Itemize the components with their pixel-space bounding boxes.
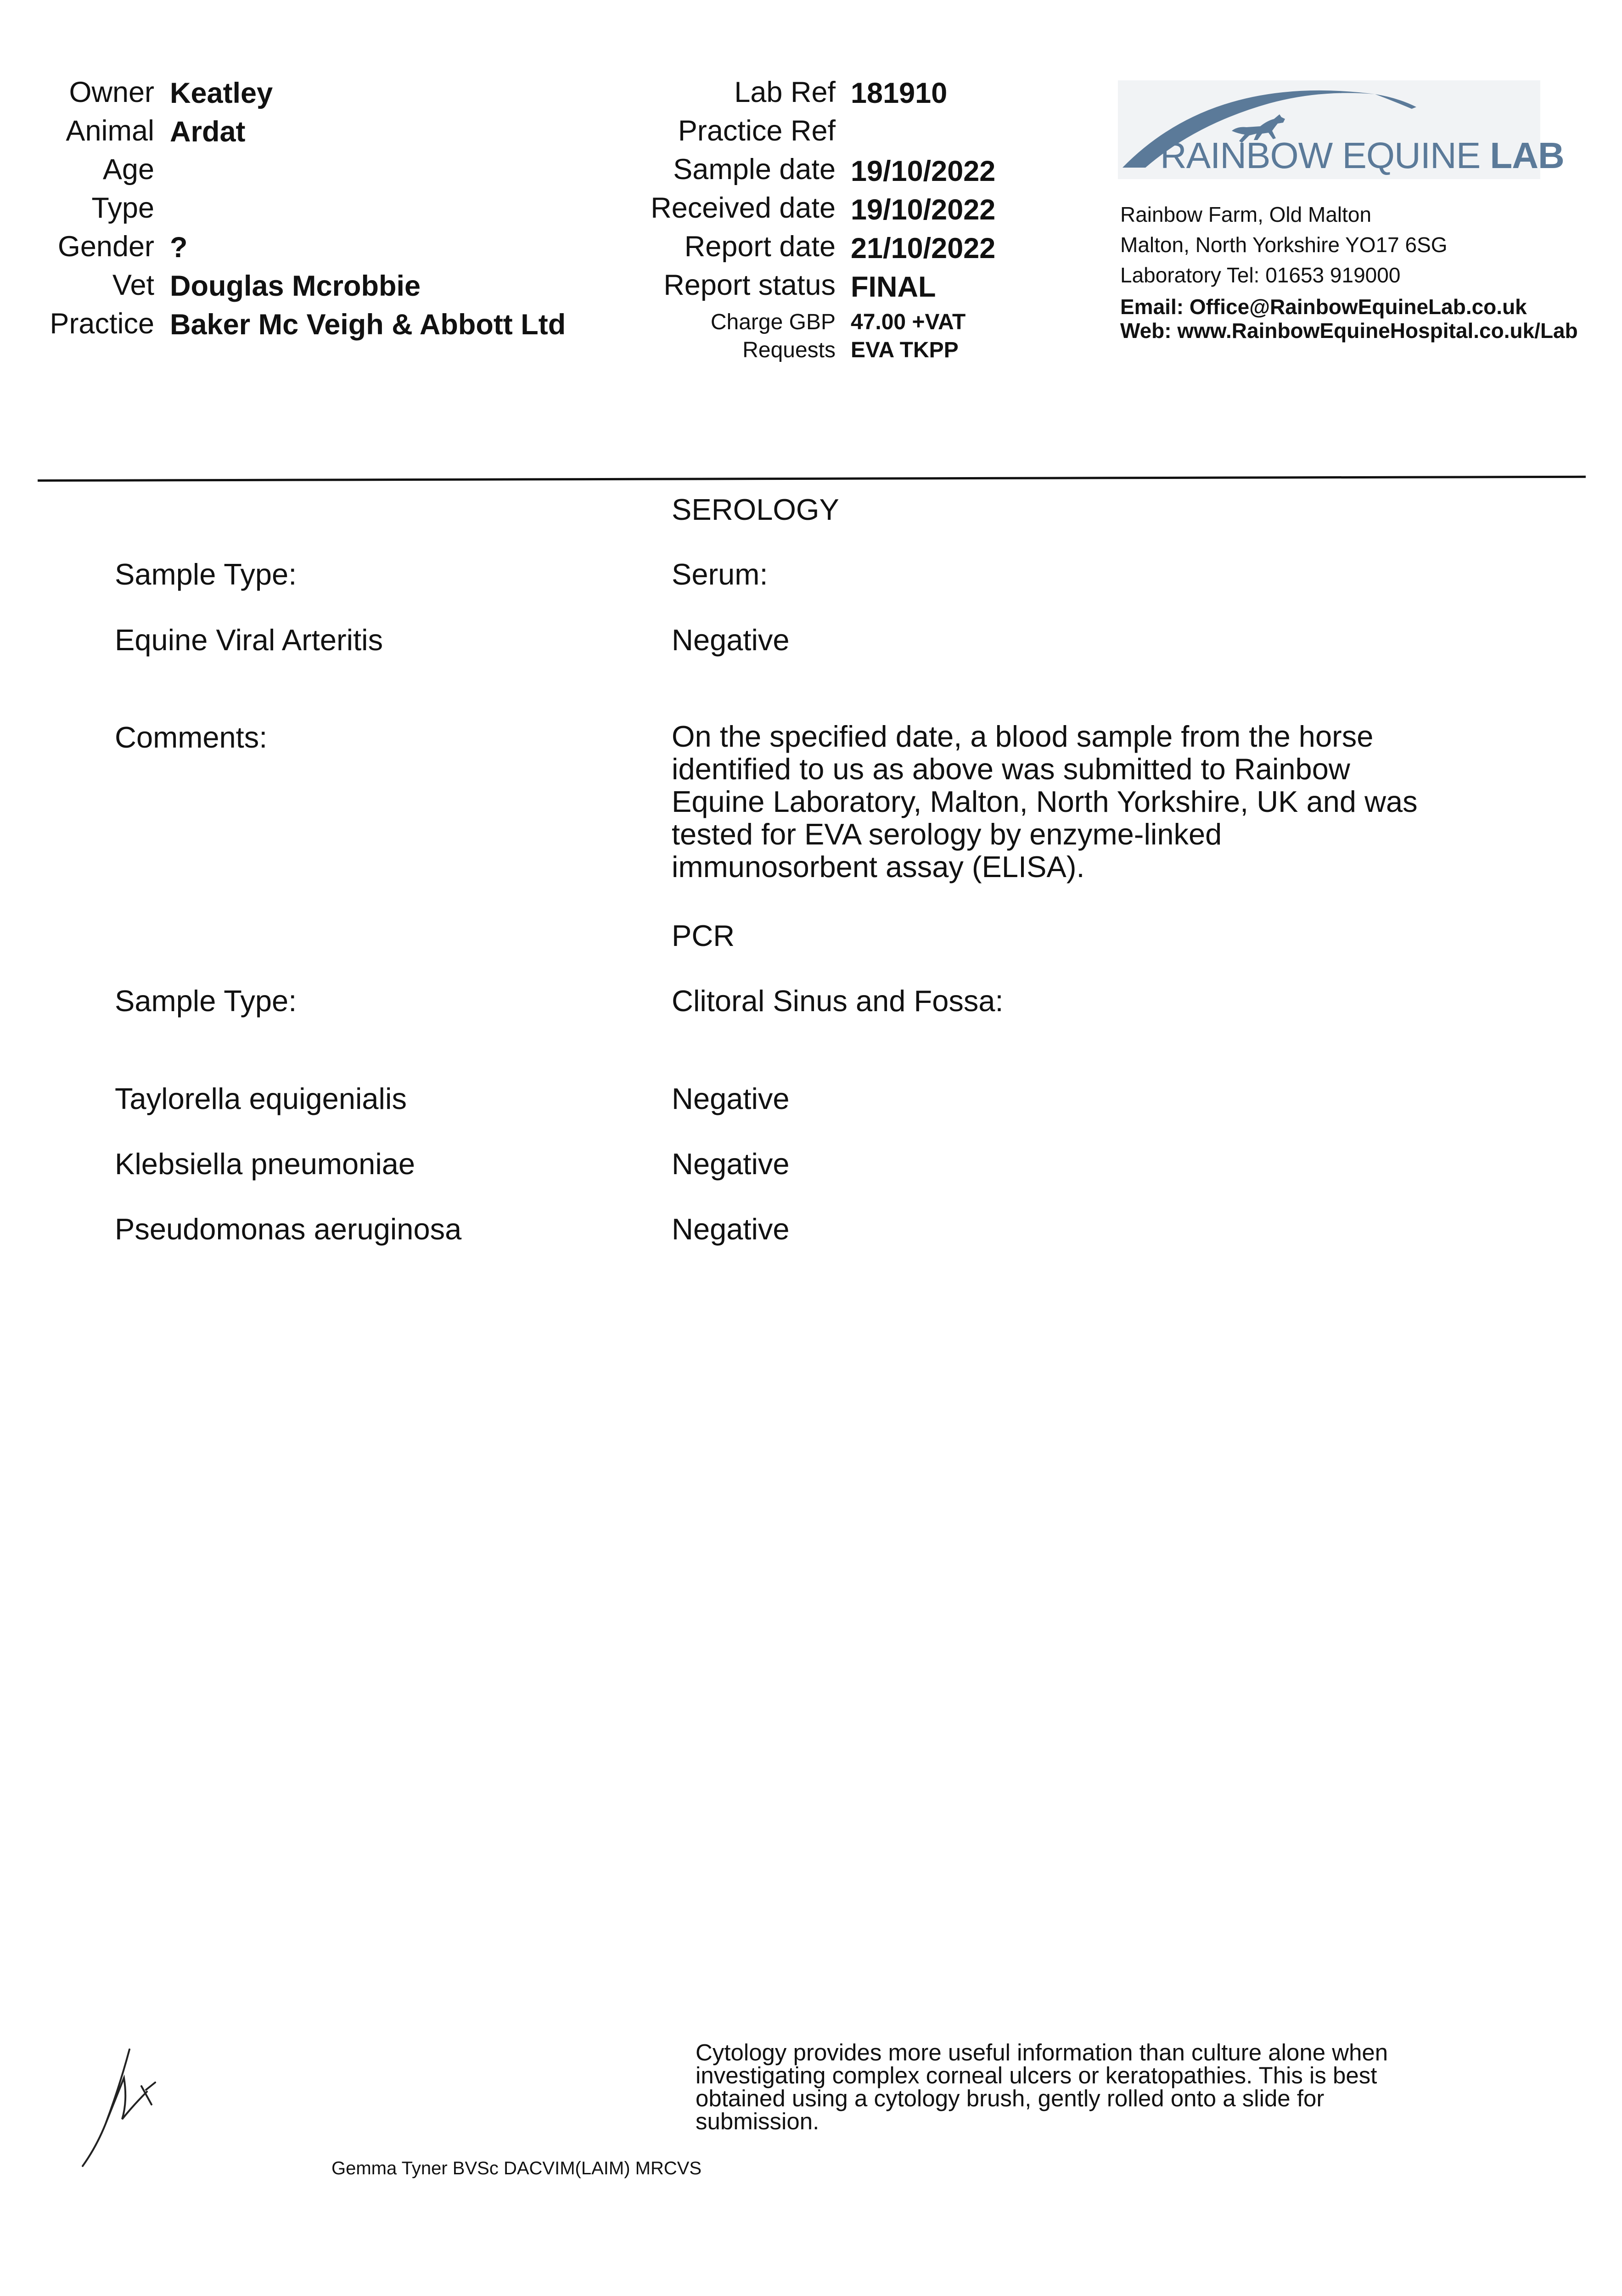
logo-text-light: RAINBOW EQUINE [1160, 135, 1490, 176]
test-result: Negative [672, 623, 790, 657]
requests-label: Requests [742, 338, 836, 362]
pcr-heading: PCR [672, 919, 735, 952]
animal-value: Ardat [170, 116, 246, 148]
test-name: Klebsiella pneumoniae [115, 1147, 415, 1181]
test-name: Equine Viral Arteritis [115, 623, 383, 657]
age-label: Age [102, 153, 154, 186]
report-date-label: Report date [684, 231, 836, 263]
logo-text [1160, 135, 1564, 177]
header-divider [38, 476, 1586, 482]
requests-value: EVA TKPP [851, 338, 959, 362]
gender-label: Gender [57, 231, 154, 263]
report-status-value: FINAL [851, 271, 936, 303]
lab-logo [1118, 80, 1564, 179]
pcr-sample-type-value: Clitoral Sinus and Fossa: [672, 984, 1004, 1018]
charge-label: Charge GBP [710, 310, 836, 334]
type-label: Type [91, 192, 154, 224]
practice-ref-label: Practice Ref [678, 115, 836, 147]
gender-value: ? [170, 231, 188, 264]
lab-email: Email: Office@RainbowEquineLab.co.uk [1120, 295, 1527, 319]
lab-ref-label: Lab Ref [734, 76, 836, 108]
vet-value: Douglas Mcrobbie [170, 270, 421, 302]
practice-value: Baker Mc Veigh & Abbott Ltd [170, 309, 566, 341]
comments-text: On the specified date, a blood sample from the horse identified to us as above was submitted to Rainbow Equine Laboratory, Malton, North Yorkshire, UK and was tested for EVA serology by enzyme-linked immunosorbent assay (ELISA). [672, 720, 1418, 884]
serology-heading: SEROLOGY [672, 493, 839, 526]
lab-ref-value: 181910 [851, 77, 948, 109]
vet-label: Vet [112, 269, 154, 301]
report-date-value: 21/10/2022 [851, 232, 996, 264]
test-result: Negative [672, 1212, 790, 1246]
signature [78, 2046, 170, 2170]
test-result: Negative [672, 1147, 790, 1181]
signer-name: Gemma Tyner BVSc DACVIM(LAIM) MRCVS [331, 2158, 702, 2178]
lab-web: Web: www.RainbowEquineHospital.co.uk/Lab [1120, 319, 1578, 343]
test-result: Negative [672, 1082, 790, 1115]
owner-label: Owner [69, 76, 154, 108]
lab-tel: Laboratory Tel: 01653 919000 [1120, 263, 1401, 287]
sample-date-label: Sample date [673, 153, 836, 186]
address-line-2: Malton, North Yorkshire YO17 6SG [1120, 233, 1448, 257]
animal-label: Animal [66, 115, 154, 147]
charge-value: 47.00 +VAT [851, 310, 966, 334]
logo-text-bold: LAB [1490, 135, 1564, 176]
serology-sample-type-value: Serum: [672, 557, 768, 591]
owner-value: Keatley [170, 77, 273, 109]
received-date-label: Received date [651, 192, 836, 224]
pcr-sample-type-label: Sample Type: [115, 984, 297, 1018]
address-line-1: Rainbow Farm, Old Malton [1120, 203, 1372, 226]
practice-label: Practice [50, 308, 154, 340]
comments-label: Comments: [115, 720, 268, 754]
serology-sample-type-label: Sample Type: [115, 557, 297, 591]
test-name: Taylorella equigenialis [115, 1082, 407, 1115]
received-date-value: 19/10/2022 [851, 194, 996, 226]
test-name: Pseudomonas aeruginosa [115, 1212, 462, 1246]
cytology-note: Cytology provides more useful information than culture alone when investigating complex corneal ulcers or keratopathies. This is best obtained using a cytology brush, gently rolled onto a slide for submission. [696, 2039, 1388, 2134]
report-status-label: Report status [663, 269, 836, 301]
sample-date-value: 19/10/2022 [851, 155, 996, 187]
